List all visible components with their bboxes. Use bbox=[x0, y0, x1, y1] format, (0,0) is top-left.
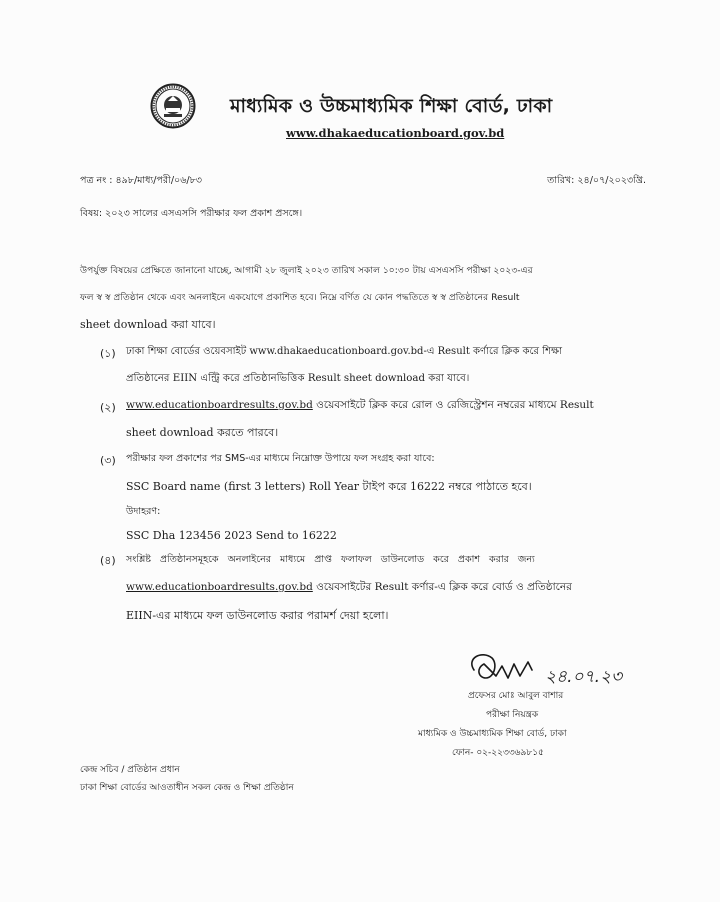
education-board-results-link[interactable]: www.educationboardresults.gov.bd bbox=[126, 581, 313, 593]
board-name: মাধ্যমিক ও উচ্চমাধ্যমিক শিক্ষা বোর্ড, ঢাকা bbox=[230, 95, 553, 117]
intro-line-1: উপর্যুক্ত বিষয়ের প্রেক্ষিতে জানানো যাচ্ছে, আগামী ২৮ জুলাই ২০২৩ তারিখ সকাল ১০:৩০ টায় এসএসসি পরীক্ষা ২০২৩-এর bbox=[80, 265, 533, 276]
item-2-line-1-text: ওয়েবসাইটে ক্লিক করে রোল ও রেজিস্ট্রেশন নম্বরের মাধ্যমে Result bbox=[312, 399, 594, 411]
signature-date: ২৪.০৭.২৩ bbox=[545, 667, 623, 687]
item-3-line-2: SSC Board name (first 3 letters) Roll Year টাইপ করে 16222 নম্বরে পাঠাতে হবে। bbox=[126, 480, 532, 493]
education-board-results-link[interactable]: www.educationboardresults.gov.bd bbox=[126, 399, 313, 411]
intro-line-3: sheet download করা যাবে। bbox=[80, 318, 216, 331]
item-4-line-2 bbox=[126, 580, 572, 597]
item-2-line-2: sheet download করতে পারবে। bbox=[126, 426, 279, 439]
signatory-name: প্রফেসর মোঃ আবুল বাশার bbox=[468, 691, 564, 701]
item-4-line-1: সংশ্লিষ্ট প্রতিষ্ঠানসমূহকে অনলাইনের মাধ্যমে প্রাপ্ত ফলাফল ডাউনলোড করে প্রকাশ করার জন্য bbox=[126, 554, 535, 565]
item-number: (৩) bbox=[100, 454, 116, 467]
letter-date: তারিখ: ২৪/০৭/২০২৩খ্রি. bbox=[547, 175, 646, 186]
item-1-line-2: প্রতিষ্ঠানের EIIN এন্ট্রি করে প্রতিষ্ঠানভিত্তিক Result sheet download করা যাবে। bbox=[126, 373, 470, 384]
recipient-line-2: ঢাকা শিক্ষা বোর্ডের আওতাধীন সকল কেন্দ্র ও শিক্ষা প্রতিষ্ঠান bbox=[80, 783, 294, 793]
signatory-designation: পরীক্ষা নিয়ন্ত্রক bbox=[486, 710, 539, 720]
intro-line-2: ফল স্ব স্ব প্রতিষ্ঠান থেকে এবং অনলাইনে একযোগে প্রকাশিত হবে। নিম্নে বর্ণিত যে কোন পদ্ধতিতে স্ব স্ব প্রতিষ্ঠানের Result bbox=[80, 292, 520, 303]
item-4-line-3: EIIN-এর মাধ্যমে ফল ডাউনলোড করার পরামর্শ দেয়া হলো। bbox=[126, 609, 389, 622]
memo-number: পত্র নং : ৪৯৮/মাধ্য/পরী/০৬/৮৩ bbox=[80, 175, 202, 186]
item-2-line-1 bbox=[126, 398, 594, 415]
sms-example: SSC Dha 123456 2023 Send to 16222 bbox=[126, 529, 337, 542]
signatory-office: মাধ্যমিক ও উচ্চমাধ্যমিক শিক্ষা বোর্ড, ঢাকা bbox=[418, 729, 567, 739]
item-3-line-1: পরীক্ষার ফল প্রকাশের পর SMS-এর মাধ্যমে নিম্নোক্ত উপায়ে ফল সংগ্রহ করা যাবে: bbox=[126, 453, 435, 464]
item-number: (৪) bbox=[100, 554, 116, 567]
board-seal-logo bbox=[150, 83, 196, 129]
item-number: (১) bbox=[100, 347, 116, 360]
item-4-line-2-text: ওয়েবসাইটের Result কর্ণার-এ ক্লিক করে বোর্ড ও প্রতিষ্ঠানের bbox=[312, 581, 572, 593]
recipient-line-1: কেন্দ্র সচিব / প্রতিষ্ঠান প্রধান bbox=[80, 765, 180, 775]
item-number: (২) bbox=[100, 401, 116, 414]
letter-subject: বিষয়: ২০২৩ সালের এসএসসি পরীক্ষার ফল প্রকাশ প্রসঙ্গে। bbox=[80, 208, 303, 219]
example-label: উদাহরণ: bbox=[126, 506, 161, 517]
board-website-link[interactable]: www.dhakaeducationboard.gov.bd bbox=[286, 126, 505, 140]
signatory-phone: ফোন- ০২-২২৩৩৬৯৮১৫ bbox=[452, 748, 544, 758]
item-1-line-1: ঢাকা শিক্ষা বোর্ডের ওয়েবসাইট www.dhakaeducationboard.gov.bd-এ Result কর্ণারে ক্লিক করে শিক্ষা bbox=[126, 346, 563, 357]
